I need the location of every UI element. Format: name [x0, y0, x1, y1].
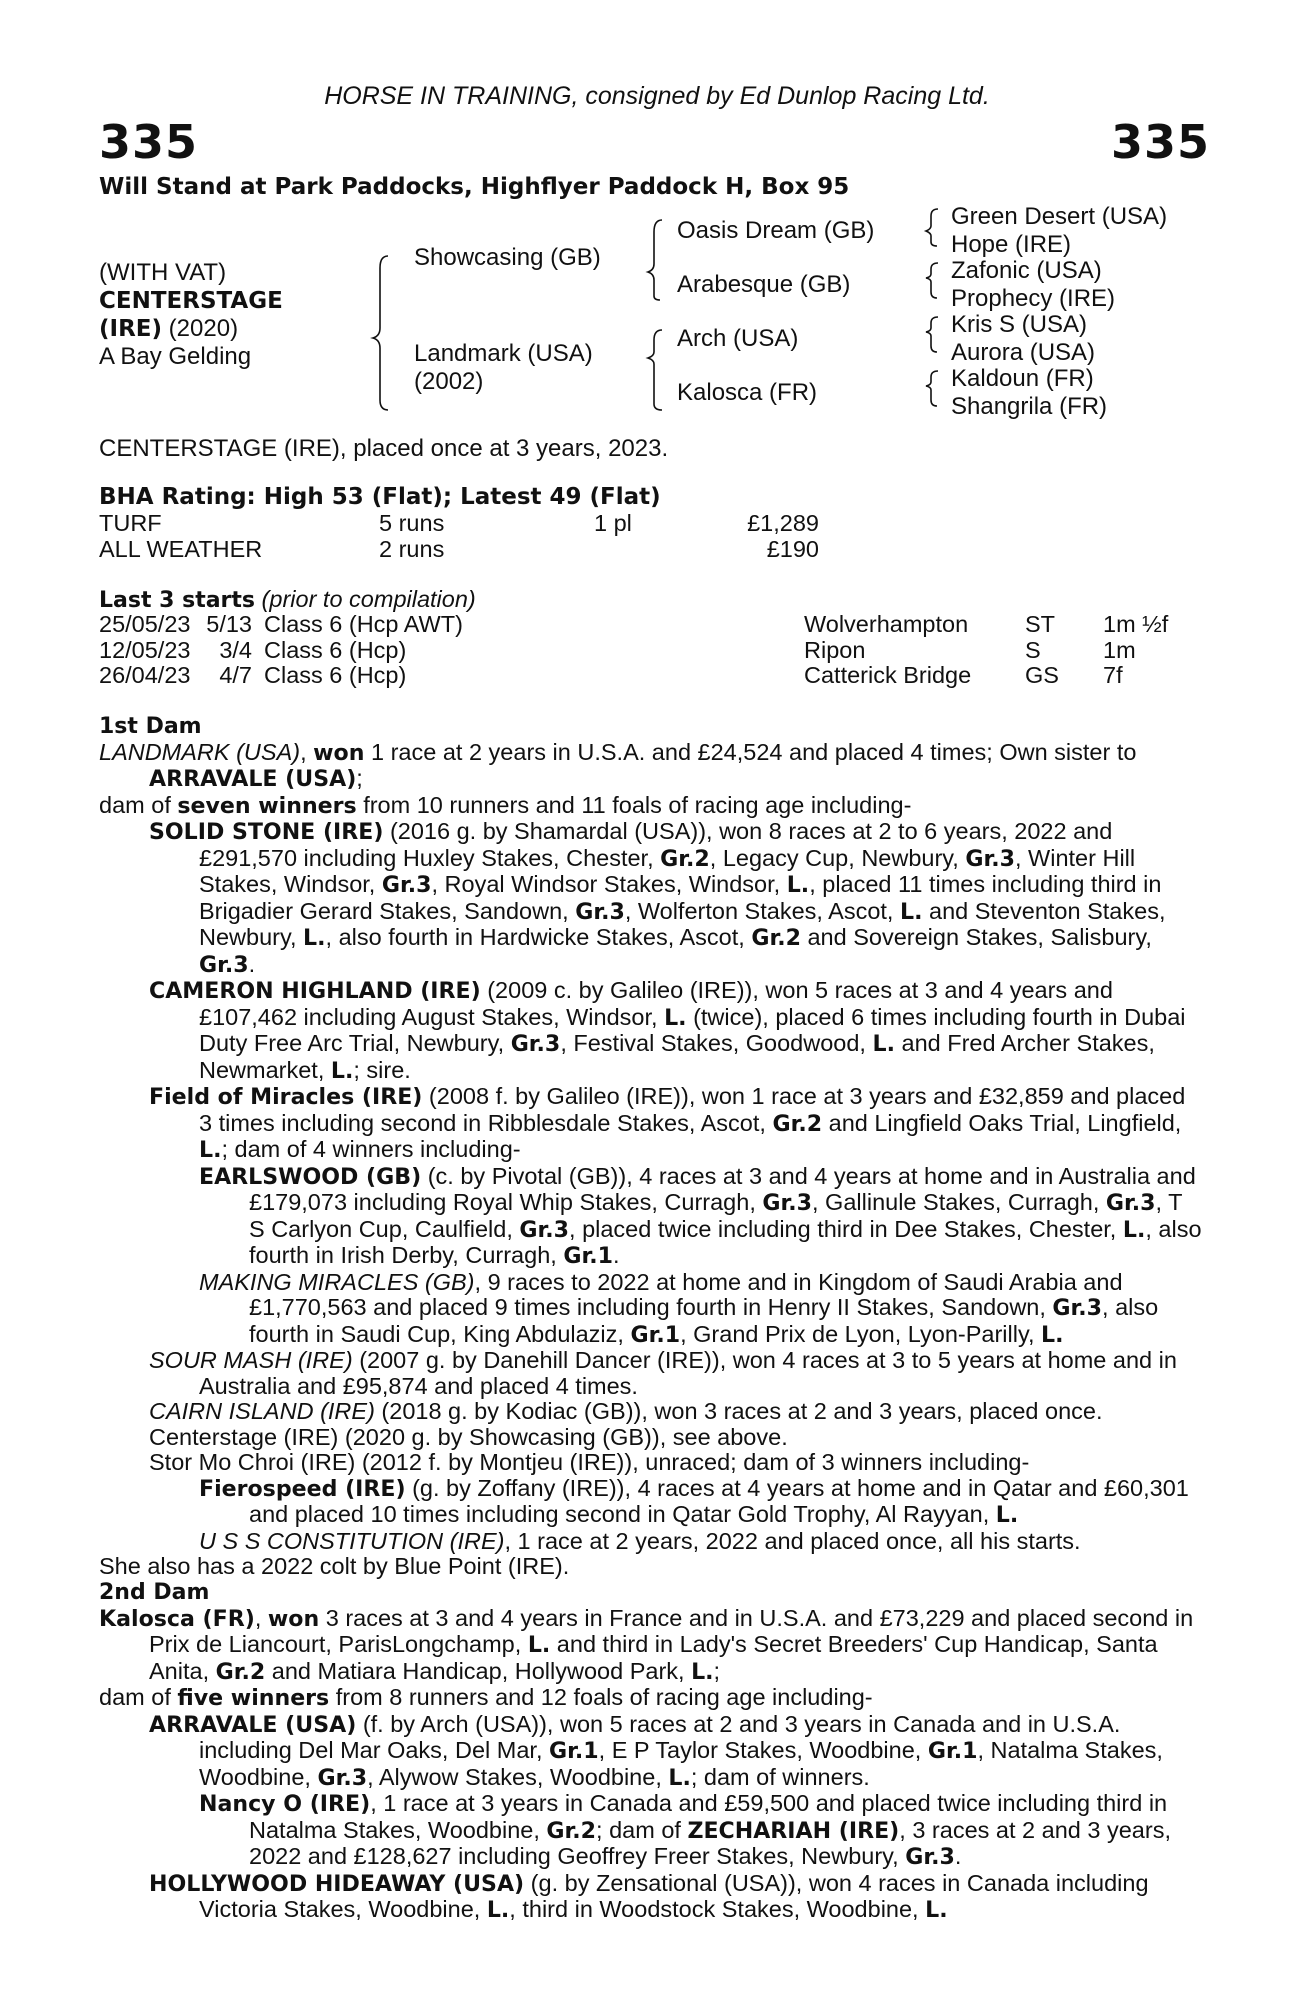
start-going: GS [1025, 662, 1059, 688]
runs: 5 runs [379, 510, 445, 536]
dam-sire: Arch (USA) [677, 325, 799, 352]
horse-suffix: (IRE) [99, 316, 163, 342]
bracket-dd [926, 371, 938, 406]
start-dist: 1m ½f [1103, 611, 1169, 637]
ped-dds: Kaldoun (FR) [951, 365, 1094, 392]
sire: Showcasing (GB) [414, 244, 601, 271]
first-dam-dam-of: dam of seven winners from 10 runners and 11 foals of racing age including- [99, 791, 912, 819]
ped-dsd: Aurora (USA) [951, 339, 1096, 366]
start-date: 12/05/23 [99, 636, 191, 663]
produce-entry: SOLID STONE (IRE) (2016 g. by Shamardal (USA)), won 8 races at 2 to 6 years, 2022 and £291,570 including Huxley Stakes, Chester, Gr.2, Legacy Cup, Newbury, Gr.3, Winter Hill Stakes, Windsor, Gr.3, Royal Windsor Stakes, Windsor, L., placed 11 times including third in Brigadier Gerard Stakes, Sandown, Gr.3, Wolferton Stakes, Ascot, L. and Steventon Stakes, Newbury, L., also fourth in Hardwicke Stakes, Ascot, Gr.2 and Sovereign Stakes, Salisbury, Gr.3. [149, 818, 1166, 978]
ped-sds: Zafonic (USA) [951, 257, 1102, 284]
bracket-ss [926, 209, 938, 246]
start-date: 26/04/23 [99, 662, 191, 688]
starts-table [99, 612, 1168, 689]
bracket-sire [648, 220, 662, 300]
rating-row [99, 537, 819, 563]
second-dam-intro: Kalosca (FR), won 3 races at 3 and 4 years in France and in U.S.A. and £73,229 and placed second in Prix de Liancourt, ParisLongchamp, L. and third in Lady's Secret Breeders' Cup Handicap, Santa Anita, Gr.2 and Matiara Handicap, Hollywood Park, L.; [99, 1604, 1194, 1685]
start-row [99, 663, 1168, 689]
produce-entry: SOUR MASH (IRE) (2007 g. by Danehill Dancer (IRE)), won 4 races at 3 to 5 years at home and in Australia and £95,874 and placed 4 times. [149, 1347, 1177, 1399]
starts-heading [99, 586, 476, 613]
start-pos: 3/4 [219, 636, 252, 663]
start-class: Class 6 (Hcp) [264, 662, 407, 688]
starts-title: Last 3 starts [99, 588, 256, 613]
placed: 1 pl [594, 510, 632, 536]
consignor-line: HORSE IN TRAINING, consigned by Ed Dunlop Racing Ltd. [324, 82, 990, 110]
start-pos: 4/7 [219, 662, 252, 688]
lot-number-left: 335 [99, 115, 199, 169]
sire-sire: Oasis Dream (GB) [677, 217, 875, 244]
bracket-sd [926, 263, 938, 298]
produce-entry: EARLSWOOD (GB) (c. by Pivotal (GB)), 4 races at 3 and 4 years at home and in Australia and £179,073 including Royal Whip Stakes, Curragh, Gr.3, Gallinule Stakes, Curragh, Gr.3, T S Carlyon Cup, Caulfield, Gr.3, placed twice including third in Dee Stakes, Chester, L., also fourth in Irish Derby, Curragh, Gr.1. [199, 1162, 1202, 1269]
start-dist: 7f [1103, 662, 1123, 688]
first-dam-section [99, 714, 1204, 1580]
produce-entry: Centerstage (IRE) (2020 g. by Showcasing (GB)), see above. [149, 1423, 788, 1450]
horse-description: A Bay Gelding [99, 343, 252, 370]
horse-name: CENTERSTAGE [99, 288, 283, 314]
bracket-ds [926, 317, 938, 352]
produce-entry: Fierospeed (IRE) (g. by Zoffany (IRE)), 4 races at 4 years at home and in Qatar and £60,301 and placed 10 times including second in Qatar Gold Trophy, Al Rayyan, L. [199, 1474, 1189, 1528]
second-dam-produce-list [99, 1712, 1204, 1924]
first-dam-heading: 1st Dam [99, 714, 202, 739]
start-date: 25/05/23 [99, 611, 191, 637]
produce-entry: Field of Miracles (IRE) (2008 f. by Galileo (IRE)), won 1 race at 3 years and £32,859 and placed 3 times including second in Ribblesdale Stakes, Ascot, Gr.2 and Lingfield Oaks Trial, Lingfield, L.; dam of 4 winners including- [149, 1083, 1186, 1163]
start-pos: 5/13 [206, 611, 252, 637]
bha-rating: BHA Rating: High 53 (Flat); Latest 49 (Flat) [99, 484, 661, 510]
start-row [99, 638, 1168, 664]
start-course: Catterick Bridge [804, 662, 972, 688]
start-class: Class 6 (Hcp) [264, 636, 407, 663]
bracket-dam [648, 330, 662, 410]
surface: ALL WEATHER [99, 535, 263, 562]
ped-ddd: Shangrila (FR) [951, 393, 1108, 420]
second-dam-dam-of: dam of five winners from 8 runners and 12 foals of racing age including- [99, 1684, 873, 1711]
bracket-main [373, 256, 388, 410]
surface: TURF [99, 510, 162, 536]
horse-year: (2020) [162, 315, 239, 342]
dam-dam: Kalosca (FR) [677, 379, 818, 406]
rating-row [99, 511, 819, 537]
sire-dam: Arabesque (GB) [677, 271, 851, 298]
produce-entry: Stor Mo Chroi (IRE) (2012 f. by Montjeu (IRE)), unraced; dam of 3 winners including- [149, 1449, 1030, 1475]
first-dam-closing: She also has a 2022 colt by Blue Point (IRE). [99, 1553, 570, 1579]
produce-entry: CAMERON HIGHLAND (IRE) (2009 c. by Galileo (IRE)), won 5 races at 3 and 4 years and £107,462 including August Stakes, Windsor, L. (twice), placed 6 times including fourth in Dubai Duty Free Arc Trial, Newbury, Gr.3, Festival Stakes, Goodwood, L. and Fred Archer Stakes, Newmarket, L.; sire. [149, 977, 1186, 1084]
ped-dss: Kris S (USA) [951, 311, 1088, 338]
placed [594, 537, 694, 563]
rating-table [99, 511, 819, 562]
produce-entry: HOLLYWOOD HIDEAWAY (USA) (g. by Zensational (USA)), won 4 races in Canada including Victoria Stakes, Woodbine, L., third in Woodstock Stakes, Woodbine, L. [149, 1869, 1149, 1923]
race-summary: CENTERSTAGE (IRE), placed once at 3 years, 2023. [99, 435, 669, 462]
second-dam-heading: 2nd Dam [99, 1580, 210, 1605]
produce-entry: ARRAVALE (USA) (f. by Arch (USA)), won 5 races at 2 and 3 years in Canada and in U.S.A. including Del Mar Oaks, Del Mar, Gr.1, E P Taylor Stakes, Woodbine, Gr.1, Natalma Stakes, Woodbine, Gr.3, Alywow Stakes, Woodbine, L.; dam of winners. [149, 1710, 1163, 1791]
vat-note: (WITH VAT) [99, 259, 227, 286]
first-dam-intro: LANDMARK (USA), won 1 race at 2 years in U.S.A. and £24,524 and placed 4 times; Own sister to ARRAVALE (USA); [99, 738, 1137, 792]
start-row [99, 612, 1168, 638]
prize: £1,289 [747, 510, 819, 536]
dam-year: (2002) [414, 368, 484, 395]
start-class: Class 6 (Hcp AWT) [264, 611, 463, 637]
start-course: Ripon [804, 636, 866, 663]
ped-sss: Green Desert (USA) [951, 203, 1168, 230]
prize: £190 [766, 535, 819, 562]
second-dam-section [99, 1580, 1204, 1924]
ped-ssd: Hope (IRE) [951, 231, 1072, 258]
produce-entry: CAIRN ISLAND (IRE) (2018 g. by Kodiac (GB)), won 3 races at 2 and 3 years, placed once. [149, 1398, 1103, 1424]
ped-sdd: Prophecy (IRE) [951, 285, 1116, 312]
dam: Landmark (USA) [414, 340, 593, 367]
stand-location: Will Stand at Park Paddocks, Highflyer Paddock H, Box 95 [99, 174, 850, 200]
produce-entry: MAKING MIRACLES (GB), 9 races to 2022 at home and in Kingdom of Saudi Arabia and £1,770,563 and placed 9 times including fourth in Henry II Stakes, Sandown, Gr.3, also fourth in Saudi Cup, King Abdulaziz, Gr.1, Grand Prix de Lyon, Lyon-Parilly, L. [199, 1268, 1159, 1348]
start-course: Wolverhampton [804, 611, 969, 637]
first-dam-produce-list [99, 819, 1204, 1554]
runs: 2 runs [379, 535, 445, 562]
lot-number-right: 335 [1110, 115, 1210, 169]
start-going: ST [1025, 611, 1056, 637]
start-going: S [1025, 636, 1041, 663]
starts-note: (prior to compilation) [255, 586, 476, 612]
produce-entry: U S S CONSTITUTION (IRE), 1 race at 2 years, 2022 and placed once, all his starts. [199, 1527, 1081, 1554]
produce-entry: Nancy O (IRE), 1 race at 3 years in Canada and £59,500 and placed twice including third in Natalma Stakes, Woodbine, Gr.2; dam of ZECHARIAH (IRE), 3 races at 2 and 3 years, 2022 and £128,627 including Geoffrey Freer Stakes, Newbury, Gr.3. [199, 1790, 1171, 1870]
start-dist: 1m [1103, 636, 1136, 663]
